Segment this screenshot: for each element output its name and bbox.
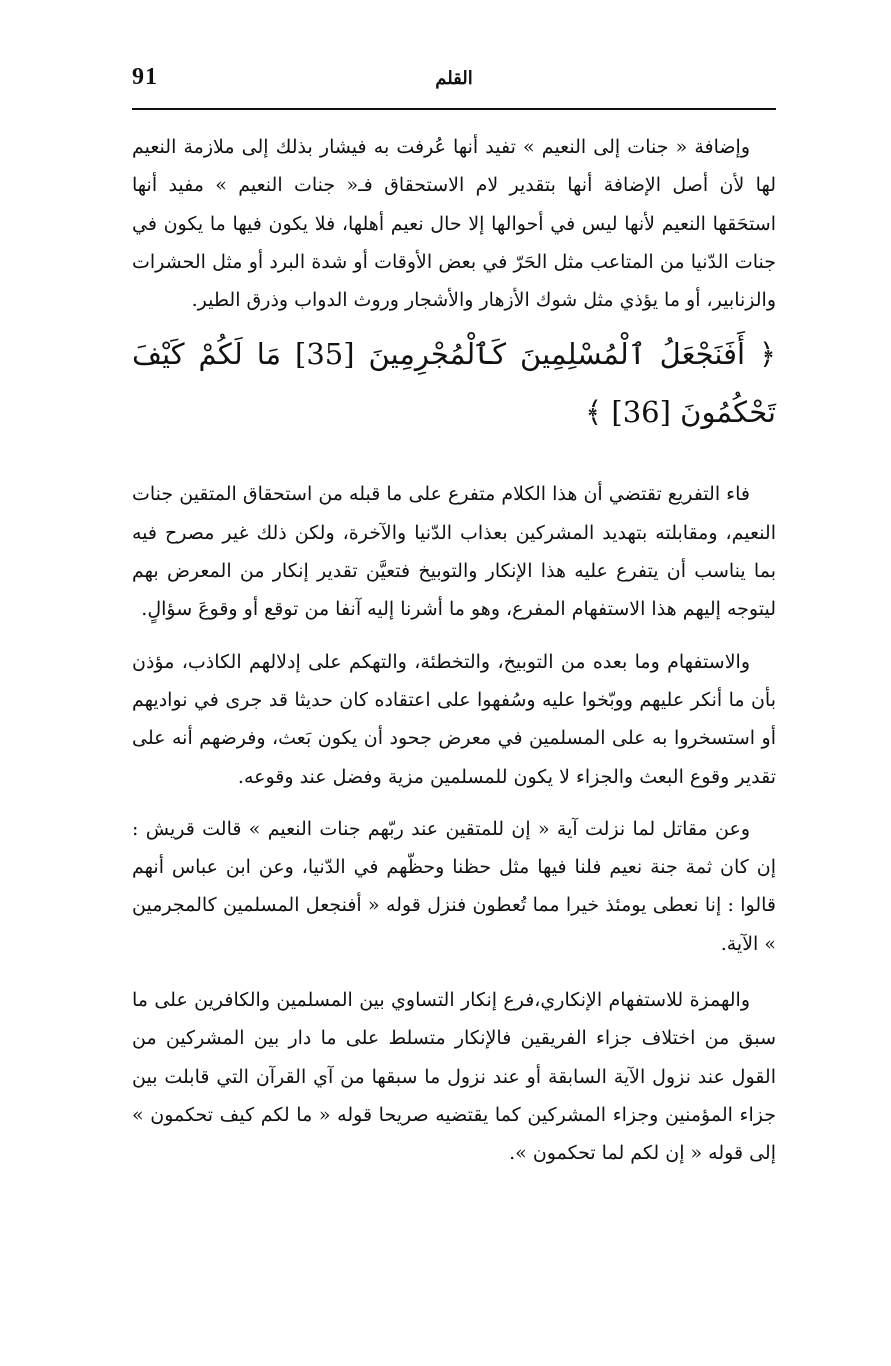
paragraph-tafri: فاء التفريع تقتضي أن هذا الكلام متفرع على ما قبله من استحقاق المتقين جنات النعيم، ومقابلته بتهديد المشركين بعذاب الدّنيا والآخرة، ولكن ذلك غير مصرح فيه بما يناسب أن يتفرع عليه هذا الإنكار والتوبيخ فتعيَّن تقدير إنكار من المعرض بهم ليتوجه إليهم هذا الاستفهام المفرع، وهو ما أشرنا إليه آنفا من توقع أو وقوعَ سؤالٍ. (132, 483, 776, 621)
paragraph-muqatil: وعن مقاتل لما نزلت آية « إن للمتقين عند ربّهم جنات النعيم » قالت قريش : إن كان ثمة جنة نعيم فلنا فيها مثل حظنا وحظّهم في الدّنيا، وعن ابن عباس أنهم قالوا : إنا نعطى يومئذ خيرا مما تُعطون فنزل قوله « أفنجعل المسلمين كالمجرمين » الآية. (132, 817, 776, 955)
quran-verse: ﴿ أَفَنَجْعَلُ ٱلْمُسْلِمِينَ كَٱلْمُجْرِمِينَ [35] مَا لَكُمْ كَيْفَ تَحْكُمُونَ [36] ﴾ (132, 337, 776, 430)
page-body (132, 128, 776, 1173)
page-number: 91 (132, 64, 158, 90)
running-title: القلم (435, 68, 473, 89)
paragraph-hamza: والهمزة للاستفهام الإنكاري،فرع إنكار التساوي بين المسلمين والكافرين على ما سبق من اختلاف جزاء الفريقين فالإنكار متسلط على ما دار بين المشركين من القول عند نزول الآية السابقة أو عند نزول ما سبقها من آي القرآن التي قابلت بين جزاء المؤمنين وجزاء المشركين كما يقتضيه صريحا قوله « ما لكم كيف تحكمون » إلى قوله « إن لكم لما تحكمون ». (132, 989, 776, 1165)
paragraph-istifham: والاستفهام وما بعده من التوبيخ، والتخطئة، والتهكم على إدلالهم الكاذب، مؤذن بأن ما أنكر عليهم ووبّخوا عليه وسُفهوا على اعتقاده كان حديثا قد جرى في نواديهم أو استسخروا به على المسلمين في معرض جحود أن يكون بَعث، وفرضهم أنه على تقدير وقوع البعث والجزاء لا يكون للمسلمين مزية وفضل عند وقوعه. (132, 650, 776, 788)
paragraph-idafa: وإضافة « جنات إلى النعيم » تفيد أنها عُرفت به فيشار بذلك إلى ملازمة النعيم لها لأن أصل الإضافة أنها بتقدير لام الاستحقاق فـ« جنات النعيم » مفيد أنها استحَقها النعيم لأنها ليس في أحوالها إلا حال نعيم أهلها، فلا يكون فيها ما يكون في جنات الدّنيا من المتاعب مثل الحَرّ في بعض الأوقات أو شدة البرد أو مثل الحشرات والزنابير، أو ما يؤذي مثل شوك الأزهار والأشجار وروث الدواب وذرق الطير. (132, 136, 776, 312)
page-header (132, 58, 776, 108)
header-rule (132, 108, 776, 110)
